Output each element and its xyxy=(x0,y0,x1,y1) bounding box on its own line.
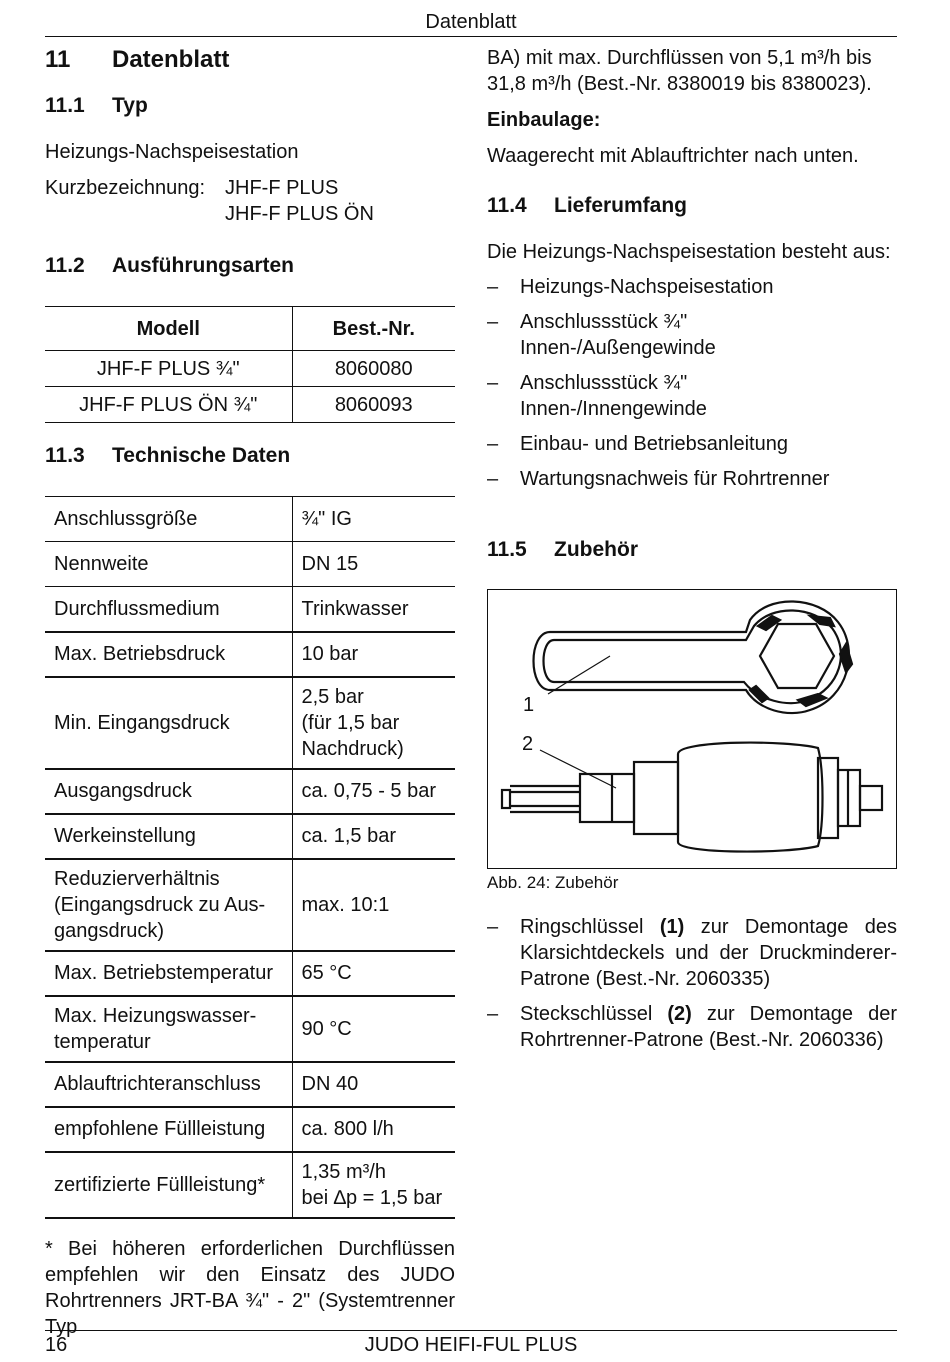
model-cell: JHF-F PLUS ÖN ¾" xyxy=(45,387,292,423)
short-designation xyxy=(45,175,455,227)
parameter-label: Durchflussmedium xyxy=(45,587,292,632)
short-designation-value: JHF-F PLUS ÖN xyxy=(225,203,374,225)
accessories-drawing xyxy=(488,590,896,868)
list-item xyxy=(487,1001,897,1053)
section-title: Ausführungsarten xyxy=(112,254,295,277)
table-row xyxy=(45,387,455,423)
scope-of-delivery-list xyxy=(487,274,897,492)
parameter-label: empfohlene Füllleistung xyxy=(45,1107,292,1152)
figure-caption: Abb. 24: Zubehör xyxy=(487,873,619,892)
page-number: 16 xyxy=(45,1334,68,1356)
parameter-label: Max. Heizungswasser- temperatur xyxy=(45,996,292,1062)
installation-position-label: Einbaulage: xyxy=(487,109,601,131)
table-row xyxy=(45,859,455,951)
table-row xyxy=(45,1152,455,1218)
ring-wrench-drawing xyxy=(534,601,853,713)
list-item xyxy=(487,370,897,422)
list-item-text: Heizungs-Nachspeisestation xyxy=(520,276,774,298)
parameter-value: 10 bar xyxy=(292,632,455,677)
section-11-4-heading xyxy=(487,193,897,219)
table-row xyxy=(45,542,455,587)
installation-position-text: Waagerecht mit Ablauftrichter nach unten. xyxy=(487,145,859,167)
parameter-value: max. 10:1 xyxy=(292,859,455,951)
order-number-cell: 8060080 xyxy=(292,351,455,387)
parameter-value: 90 °C xyxy=(292,996,455,1062)
parameter-value: 1,35 m³/h bei ∆p = 1,5 bar xyxy=(292,1152,455,1218)
technical-data-table xyxy=(45,496,455,1219)
table-row xyxy=(45,587,455,632)
section-11-1-heading xyxy=(45,93,455,119)
figure-label-1: 1 xyxy=(523,694,535,716)
dash-bullet: – xyxy=(487,468,499,490)
section-number: 11.1 xyxy=(45,94,85,117)
list-item-text: Ringschlüssel (1) zur Demontage des Klarsichtdeckels und der Druckminderer-Patrone (Best.-Nr. 2060335) xyxy=(520,916,897,990)
parameter-value: ca. 800 l/h xyxy=(292,1107,455,1152)
table-row xyxy=(45,497,455,542)
table-row xyxy=(45,814,455,859)
model-cell: JHF-F PLUS ¾" xyxy=(45,351,292,387)
list-item xyxy=(487,274,897,300)
table-row xyxy=(45,1107,455,1152)
section-number: 11.4 xyxy=(487,194,527,217)
parameter-label: Ausgangsdruck xyxy=(45,769,292,814)
section-title: Technische Daten xyxy=(112,444,291,467)
parameter-label: Min. Eingangsdruck xyxy=(45,677,292,769)
list-item-text: Steckschlüssel (2) zur Demontage der Rohrtrenner-Patrone (Best.-Nr. 2060336) xyxy=(520,1003,897,1051)
parameter-label: Ablauftrichteranschluss xyxy=(45,1062,292,1107)
section-11-heading xyxy=(45,45,455,75)
section-number: 11.2 xyxy=(45,254,85,277)
accessories-figure xyxy=(487,589,897,869)
table-row xyxy=(45,951,455,996)
list-item xyxy=(487,914,897,992)
table-row xyxy=(45,769,455,814)
type-name: Heizungs-Nachspeisestation xyxy=(45,141,299,163)
parameter-label: Nennweite xyxy=(45,542,292,587)
header-rule xyxy=(45,36,897,37)
right-column xyxy=(487,40,897,1053)
parameter-label: Anschlussgröße xyxy=(45,497,292,542)
list-item-text: Anschlussstück ¾" Innen-/Außengewinde xyxy=(520,311,716,359)
footnote-continuation: BA) mit max. Durchflüssen von 5,1 m³/h bis 31,8 m³/h (Best.-Nr. 8380019 bis 8380023). xyxy=(487,47,872,95)
list-item-text: Wartungsnachweis für Rohrtrenner xyxy=(520,468,830,490)
list-item xyxy=(487,309,897,361)
section-title: Typ xyxy=(112,94,148,117)
accessories-list xyxy=(487,914,897,1053)
parameter-value: 65 °C xyxy=(292,951,455,996)
table-header-row xyxy=(45,307,455,351)
dash-bullet: – xyxy=(487,916,499,938)
table-row xyxy=(45,351,455,387)
parameter-value: DN 40 xyxy=(292,1062,455,1107)
table-row xyxy=(45,632,455,677)
footnote: * Bei höheren erforderlichen Durchflüssen empfehlen wir den Einsatz des JUDO Rohrtrenners JRT-BA ¾" - 2" (Systemtrenner Typ xyxy=(45,1237,455,1338)
item-reference-number: (1) xyxy=(659,916,685,938)
list-item-text: Einbau- und Betriebsanleitung xyxy=(520,433,788,455)
table-row xyxy=(45,1062,455,1107)
parameter-value: 2,5 bar (für 1,5 bar Nachdruck) xyxy=(292,677,455,769)
short-designation-values xyxy=(225,175,374,227)
dash-bullet: – xyxy=(487,276,499,298)
models-table xyxy=(45,306,455,423)
list-item xyxy=(487,466,897,492)
scope-intro: Die Heizungs-Nachspeisestation besteht aus: xyxy=(487,241,891,263)
figure-label-2: 2 xyxy=(522,733,534,755)
list-item xyxy=(487,431,897,457)
dash-bullet: – xyxy=(487,1003,499,1025)
parameter-value: DN 15 xyxy=(292,542,455,587)
section-title: Zubehör xyxy=(554,538,638,561)
dash-bullet: – xyxy=(487,311,499,333)
section-11-2-heading xyxy=(45,253,455,279)
item-reference-number: (2) xyxy=(667,1003,692,1025)
parameter-label: Werkeinstellung xyxy=(45,814,292,859)
section-number: 11.3 xyxy=(45,444,85,467)
list-item-text: Anschlussstück ¾" Innen-/Innengewinde xyxy=(520,372,707,420)
left-column xyxy=(45,40,455,1340)
short-designation-value: JHF-F PLUS xyxy=(225,177,339,199)
column-header-model: Modell xyxy=(45,307,292,351)
running-header: Datenblatt xyxy=(425,11,517,33)
table-row xyxy=(45,996,455,1062)
section-11-3-heading xyxy=(45,443,455,469)
parameter-value: Trinkwasser xyxy=(292,587,455,632)
footer-product-name: JUDO HEIFI-FUL PLUS xyxy=(364,1334,578,1356)
column-header-order-number: Best.-Nr. xyxy=(292,307,455,351)
table-row xyxy=(45,677,455,769)
parameter-value: ¾" IG xyxy=(292,497,455,542)
parameter-label: Reduzierverhältnis (Eingangsdruck zu Aus- gangsdruck) xyxy=(45,859,292,951)
section-number: 11.5 xyxy=(487,538,527,561)
parameter-value: ca. 0,75 - 5 bar xyxy=(292,769,455,814)
section-title: Lieferumfang xyxy=(554,194,688,217)
section-title: Datenblatt xyxy=(112,46,230,73)
section-number: 11 xyxy=(45,46,71,73)
dash-bullet: – xyxy=(487,433,499,455)
section-11-5-heading xyxy=(487,537,897,563)
parameter-label: Max. Betriebstemperatur xyxy=(45,951,292,996)
short-designation-label: Kurzbezeichnung: xyxy=(45,177,206,199)
parameter-label: Max. Betriebsdruck xyxy=(45,632,292,677)
parameter-label: zertifizierte Füllleistung* xyxy=(45,1152,292,1218)
parameter-value: ca. 1,5 bar xyxy=(292,814,455,859)
dash-bullet: – xyxy=(487,372,499,394)
order-number-cell: 8060093 xyxy=(292,387,455,423)
